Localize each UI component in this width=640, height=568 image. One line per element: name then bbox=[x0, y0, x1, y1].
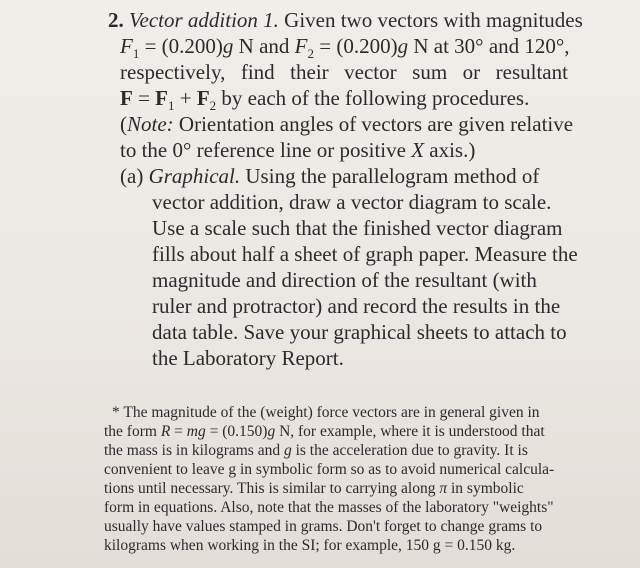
subscript: 2 bbox=[209, 98, 217, 113]
vector-f: F bbox=[196, 86, 210, 110]
part-a-line: vector addition, draw a vector diagram to scale. bbox=[152, 190, 552, 214]
text: = bbox=[132, 86, 156, 110]
word: or bbox=[462, 60, 481, 84]
vector-f: F bbox=[155, 86, 168, 110]
problem-text: Given two vectors with magnitudes bbox=[284, 8, 583, 32]
symbol-g: g bbox=[283, 442, 292, 459]
word: vector bbox=[344, 60, 397, 84]
problem-number: 2. bbox=[108, 8, 124, 32]
footnote-line-7: usually have values stamped in grams. Don't forget to change grams to bbox=[104, 518, 543, 535]
symbol-g: g bbox=[222, 34, 234, 58]
word: sum bbox=[412, 60, 448, 84]
problem-title: Vector addition 1. bbox=[129, 8, 279, 32]
footnote-line-1: * The magnitude of the (weight) force vectors are in general given in bbox=[112, 404, 540, 421]
text: = bbox=[170, 423, 187, 440]
part-a-heading: Graphical. bbox=[148, 164, 241, 188]
note-label: Note: bbox=[127, 112, 174, 136]
symbol-f: F bbox=[120, 34, 133, 58]
text: by each of the following procedures. bbox=[216, 86, 530, 110]
vector-f: F bbox=[120, 86, 133, 110]
text: axis.) bbox=[424, 138, 476, 162]
word: respectively, bbox=[120, 60, 226, 84]
part-a-label: (a) bbox=[120, 164, 144, 188]
text: ( bbox=[120, 112, 127, 136]
word: resultant bbox=[495, 60, 568, 84]
part-a-line: data table. Save your graphical sheets to attach to bbox=[152, 320, 567, 344]
text: = (0.200) bbox=[314, 34, 398, 58]
text: the form bbox=[104, 423, 161, 440]
text: = (0.200) bbox=[139, 34, 223, 58]
footnote-line-8: kilograms when working in the SI; for example, 150 g = 0.150 kg. bbox=[104, 537, 516, 554]
symbol-f: F bbox=[294, 34, 308, 58]
part-a-first-line: Using the parallelogram method of bbox=[245, 164, 540, 188]
part-a-line: Use a scale such that the finished vector diagram bbox=[152, 216, 563, 240]
text: N and bbox=[233, 34, 295, 58]
symbol-r: R bbox=[160, 423, 171, 440]
problem-line-3 bbox=[120, 60, 568, 84]
subscript: 1 bbox=[168, 98, 175, 113]
text: tions until necessary. This is similar to carrying along bbox=[104, 480, 440, 497]
word: their bbox=[290, 60, 329, 84]
footnote-line-6: form in equations. Also, note that the masses of the laboratory "weights" bbox=[104, 499, 554, 516]
symbol-g: g bbox=[267, 423, 276, 440]
text: = (0.150) bbox=[205, 423, 268, 440]
problem-line-5 bbox=[120, 112, 573, 136]
text: N at 30° and 120°, bbox=[408, 34, 570, 58]
text: in symbolic bbox=[447, 480, 524, 497]
part-a-line: fills about half a sheet of graph paper. Measure the bbox=[152, 242, 578, 266]
footnote-line-4: convenient to leave g in symbolic form so as to avoid numerical calcula- bbox=[104, 461, 555, 478]
text: the mass is in kilograms and bbox=[104, 442, 284, 459]
symbol-x: X bbox=[411, 138, 425, 162]
symbol-g: g bbox=[397, 34, 409, 58]
text: Orientation angles of vectors are given relative bbox=[173, 112, 574, 136]
subscript: 1 bbox=[132, 46, 140, 61]
footnote-line-3 bbox=[104, 442, 528, 460]
text: + bbox=[174, 86, 197, 110]
problem-line-1 bbox=[108, 8, 583, 32]
part-a-line: the Laboratory Report. bbox=[152, 346, 344, 370]
symbol-pi: π bbox=[439, 480, 448, 497]
subscript: 2 bbox=[307, 46, 314, 61]
part-a-heading-line bbox=[120, 164, 568, 188]
problem-line-6 bbox=[120, 138, 475, 162]
footnote-line-5 bbox=[104, 480, 524, 498]
footnote-line-2 bbox=[104, 423, 545, 441]
text: to the 0° reference line or positive bbox=[120, 138, 412, 162]
symbol-mg: mg bbox=[186, 423, 206, 440]
word: find bbox=[240, 60, 275, 84]
part-a-line: ruler and protractor) and record the results in the bbox=[152, 294, 561, 318]
text: N, for example, where it is understood that bbox=[275, 423, 545, 440]
text: is the acceleration due to gravity. It is bbox=[291, 442, 528, 459]
part-a-line: magnitude and direction of the resultant (with bbox=[152, 268, 537, 292]
